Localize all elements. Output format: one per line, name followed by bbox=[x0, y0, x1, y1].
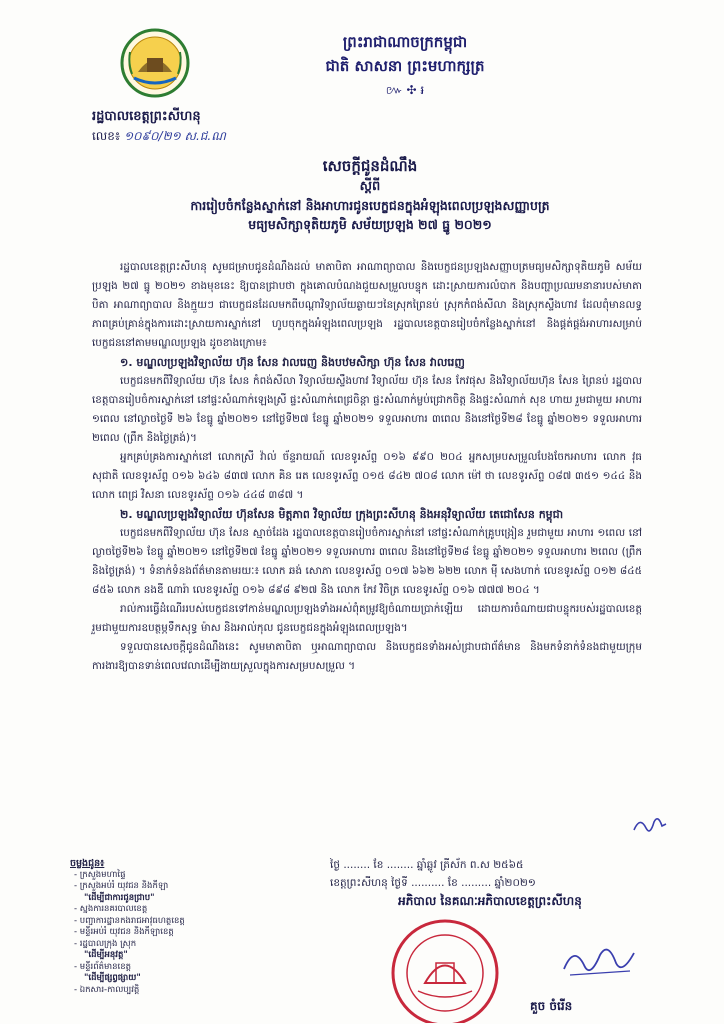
date-block bbox=[330, 856, 650, 892]
notice-title: សេចក្ដីជូនដំណឹង bbox=[322, 157, 418, 175]
section-1-paragraph-1: បេក្ខជនមកពីវិទ្យាល័យ ហ៊ុន សែន កំពង់សីលា វិទ្យាល័យស្ទឹងហាវ វិទ្យាល័យ ហ៊ុន សែន កែវផុស និងវិទ្យាល័យហ៊ុន សែន ព្រៃនប់ រដ្ឋបាលខេត្តបានរៀបចំការស្នាក់នៅ នៅផ្ទះសំណាក់ឡេងស្រី ផ្ទះសំណាក់ពេជ្រចិន្ដា ផ្ទះសំណាក់ម្លប់ជ្រោកចិត្ត និងផ្ទះសំណាក់ សុខ ហាយ រួមជាមួយ អាហារ ១ពេល នៅល្ងាចថ្ងៃទី ២៦ ខែធ្នូ ឆ្នាំ២០២១ នៅថ្ងៃទី២៧ ខែធ្នូ ឆ្នាំ២០២១ ទទួលអាហារ ៣ពេល និងនៅថ្ងៃទី២៨ ខែធ្នូ ឆ្នាំ២០២១ ទទួលអាហារ ២ពេល (ព្រឹក និងថ្ងៃត្រង់)។ bbox=[92, 375, 642, 444]
signatory-title: អភិបាល នៃគណៈអភិបាលខេត្តព្រះសីហនុ bbox=[398, 894, 582, 908]
cc-item: - រដ្ឋបាលក្រុង ស្រុក bbox=[74, 938, 137, 949]
cc-item: - ក្រសួងមហាផ្ទៃ bbox=[74, 869, 126, 880]
lunar-date: ថ្ងៃ ........ ខែ ........ ឆ្នាំឆ្លូវ ត្រីស័ក ព.ស ២៥៦៥ bbox=[330, 859, 524, 871]
cc-purpose-inform: "ដើម្បីជាការជូនជ្រាប" bbox=[84, 892, 155, 903]
notice-body bbox=[92, 258, 642, 676]
kingdom-name: ព្រះរាជាណាចក្រកម្ពុជា bbox=[342, 33, 468, 51]
section-2-paragraph-2: រាល់ការធ្វើដំណើររបស់បេក្ខជនទៅកាន់មណ្ឌលប្រឡងទាំងអស់ពុំតម្រូវឱ្យចំណាយប្រាក់ឡើយ ដោយការចំណាយជាបន្ទុករបស់រដ្ឋបាលខេត្ត រួមជាមួយការឧបត្ថម្ភទឹកសុទ្ធ ម៉ាស និងអាល់កុល ជូនបេក្ខជនក្នុងអំឡុងពេលប្រឡង។ bbox=[92, 603, 642, 634]
solar-date: ខេត្តព្រះសីហនុ ថ្ងៃទី .......... ខែ ......... ឆ្នាំ២០២១ bbox=[330, 877, 536, 889]
handwritten-initial bbox=[632, 812, 668, 838]
cc-item: - មន្ទីរអប់រំ យុវជន និងកីឡាខេត្ត bbox=[74, 927, 174, 937]
provincial-emblem-logo bbox=[120, 28, 190, 98]
handwritten-signature bbox=[560, 935, 640, 985]
cc-item: - ឯកសារ-កាលប្បវត្តិ bbox=[74, 984, 140, 995]
national-motto: ជាតិ សាសនា ព្រះមហាក្សត្រ bbox=[325, 57, 485, 75]
cc-item: - មន្ទីរព័ត៌មានខេត្ត bbox=[74, 961, 132, 972]
intro-paragraph: រដ្ឋបាលខេត្តព្រះសីហនុ សូមជម្រាបជូនដំណឹងដល់ មាតាបិតា អាណាព្យាបាល និងបេក្ខជនប្រឡងសញ្ញាបត្រមធ្យមសិក្សាទុតិយភូមិ សម័យប្រឡង ២៧ ធ្នូ ២០២១ ខាងមុខនេះ ឱ្យបានជ្រាបថា ក្នុងគោលបំណងជួយសម្រួលបន្ទុក ដោះស្រាយការលំបាក និងបញ្ហាប្រឈមនានារបស់មាតាបិតា អាណាព្យាបាល និងក្មួយៗ ជាបេក្ខជនដែលមកពីបណ្ដាវិទ្យាល័យឆ្ងាយៗនៃស្រុកព្រៃនប់ ស្រុកកំពង់សីលា និងស្រុកស្ទឹងហាវ ដែលពុំមានលទ្ធភាពគ្រប់គ្រាន់ក្នុងការដោះស្រាយការស្នាក់នៅ ហូបចុកក្នុងអំឡុងពេលប្រឡង រដ្ឋបាលខេត្តបានរៀបចំកន្លែងស្នាក់នៅ និងផ្គត់ផ្គង់អាហារសម្រាប់បេក្ខជននៅតាមមណ្ឌលប្រឡង ដូចខាងក្រោម៖ bbox=[92, 261, 642, 349]
section-2-heading: ២. មណ្ឌលប្រឡងវិទ្យាល័យ ហ៊ុនសែន មិត្តភាព វិទ្យាល័យ ក្រុងព្រះសីហនុ និងអនុវិទ្យាល័យ តេជោសែន កម្ពុជា bbox=[120, 508, 564, 521]
sender-organization: រដ្ឋបាលខេត្តព្រះសីហនុ bbox=[92, 109, 201, 124]
carbon-copy-list bbox=[70, 858, 270, 996]
signatory-name: គួច ចំរើន bbox=[530, 999, 573, 1013]
section-2-paragraph-1: បេក្ខជនមកពីវិទ្យាល័យ ហ៊ុន សែន ស្មាច់ដែង រដ្ឋបាលខេត្តបានរៀបចំការស្នាក់នៅ នៅផ្ទះសំណាក់គ្រូបង្រៀន រួមជាមួយ អាហារ ១ពេល នៅល្ងាចថ្ងៃទី២៦ ខែធ្នូ ឆ្នាំ២០២១ នៅថ្ងៃទី២៧ ខែធ្នូ ឆ្នាំ២០២១ ទទួលអាហារ ៣ពេល និងនៅថ្ងៃទី២៨ ខែធ្នូ ឆ្នាំ២០២១ ទទួលអាហារ ២ពេល (ព្រឹក និងថ្ងៃត្រង់) ។ ទំនាក់ទំនងព័ត៌មានតាមរយៈ៖ លោក ឆង់ សោភា លេខទូរស័ព្ទ ០១៧ ៦៦២ ៦២២ លោក ម៉ី សេងហាក់ លេខទូរស័ព្ទ ០១២ ៨៤៥ ៨៥៦ លោក នងឌី ណារ៉ា លេខទូរស័ព្ទ ០១៦ ៨៩៨ ៩២៧ និង លោក កែវ វិចិត្រ លេខទូរស័ព្ទ ០១៦ ៧៧៧ ២០៤ ។ bbox=[92, 527, 642, 596]
notice-regarding: ស្ដីពី bbox=[359, 179, 381, 194]
section-1-heading: ១. មណ្ឌលប្រឡងវិទ្យាល័យ ហ៊ុន សែន វាលរេញ និងបឋមសិក្សា ហ៊ុន សែន វាលរេញ bbox=[120, 356, 465, 369]
section-1-paragraph-2: អ្នកគ្រប់គ្រងការស្នាក់នៅ លោកស្រី វ៉ាល់ ច័ន្ទរាយណ៍ លេខទូរស័ព្ទ ០១៦ ៩៩០ ២០៤ អ្នកសម្របសម្រួលបែងចែកអាហារ លោក វុធ សុជាតិ លេខទូរស័ព្ទ ០១៦ ៦៤៦ ៨៣៧ លោក គិន រេត លេខទូរស័ព្ទ ០១៥ ៨៤២ ៧០៨ លោក ម៉ៅ ថា លេខទូរស័ព្ទ ០៨៧ ៣៥១ ១៤៤ និងលោក ពេជ្រ វិសនា លេខទូរស័ព្ទ ០១៦ ៤៤៨ ៣៨៧ ។ bbox=[92, 451, 642, 501]
cc-title: ចម្លងជូន៖ bbox=[70, 858, 105, 869]
ornament: ៚ ✣ ៛ bbox=[385, 83, 425, 97]
cc-purpose-disseminate: "ដើម្បីផ្សព្វផ្សាយ" bbox=[84, 973, 141, 983]
title-block bbox=[110, 155, 630, 234]
cc-purpose-implement: "ដើម្បីអនុវត្ត" bbox=[84, 950, 128, 960]
notice-subject-line-2: មធ្យមសិក្សាទុតិយភូមិ សម័យប្រឡង ២៧ ធ្នូ ២០២១ bbox=[248, 217, 492, 232]
closing-paragraph: ទទួលបានសេចក្ដីជូនដំណឹងនេះ សូមមាតាបិតា ឬអាណាព្យាបាល និងបេក្ខជនទាំងអស់ជ្រាបជាព័ត៌មាន និងមកទំនាក់ទំនងជាមួយក្រុមការងារឱ្យបានទាន់ពេលវេលាដើម្បីងាយស្រួលក្នុងការសម្របសម្រួល ។ bbox=[92, 641, 642, 672]
kingdom-heading bbox=[290, 30, 520, 102]
reference-value: ១០៩០/២១ ស.ជ.ណ bbox=[123, 129, 226, 143]
official-seal-stamp bbox=[370, 913, 520, 1023]
reference-label: លេខ៖ bbox=[92, 129, 121, 143]
reference-number bbox=[92, 128, 226, 146]
cc-item: - បញ្ជាការដ្ឋានកងរាជអាវុធហត្ថខេត្ត bbox=[74, 915, 185, 926]
cc-item: - ស្នងការនគរបាលខេត្ត bbox=[74, 904, 148, 914]
cc-item: - ក្រសួងអប់រំ យុវជន និងកីឡា bbox=[74, 881, 169, 891]
notice-subject-line-1: ការរៀបចំកន្លែងស្នាក់នៅ និងអាហារជូនបេក្ខជនក្នុងអំឡុងពេលប្រឡងសញ្ញាបត្រ bbox=[190, 198, 550, 213]
